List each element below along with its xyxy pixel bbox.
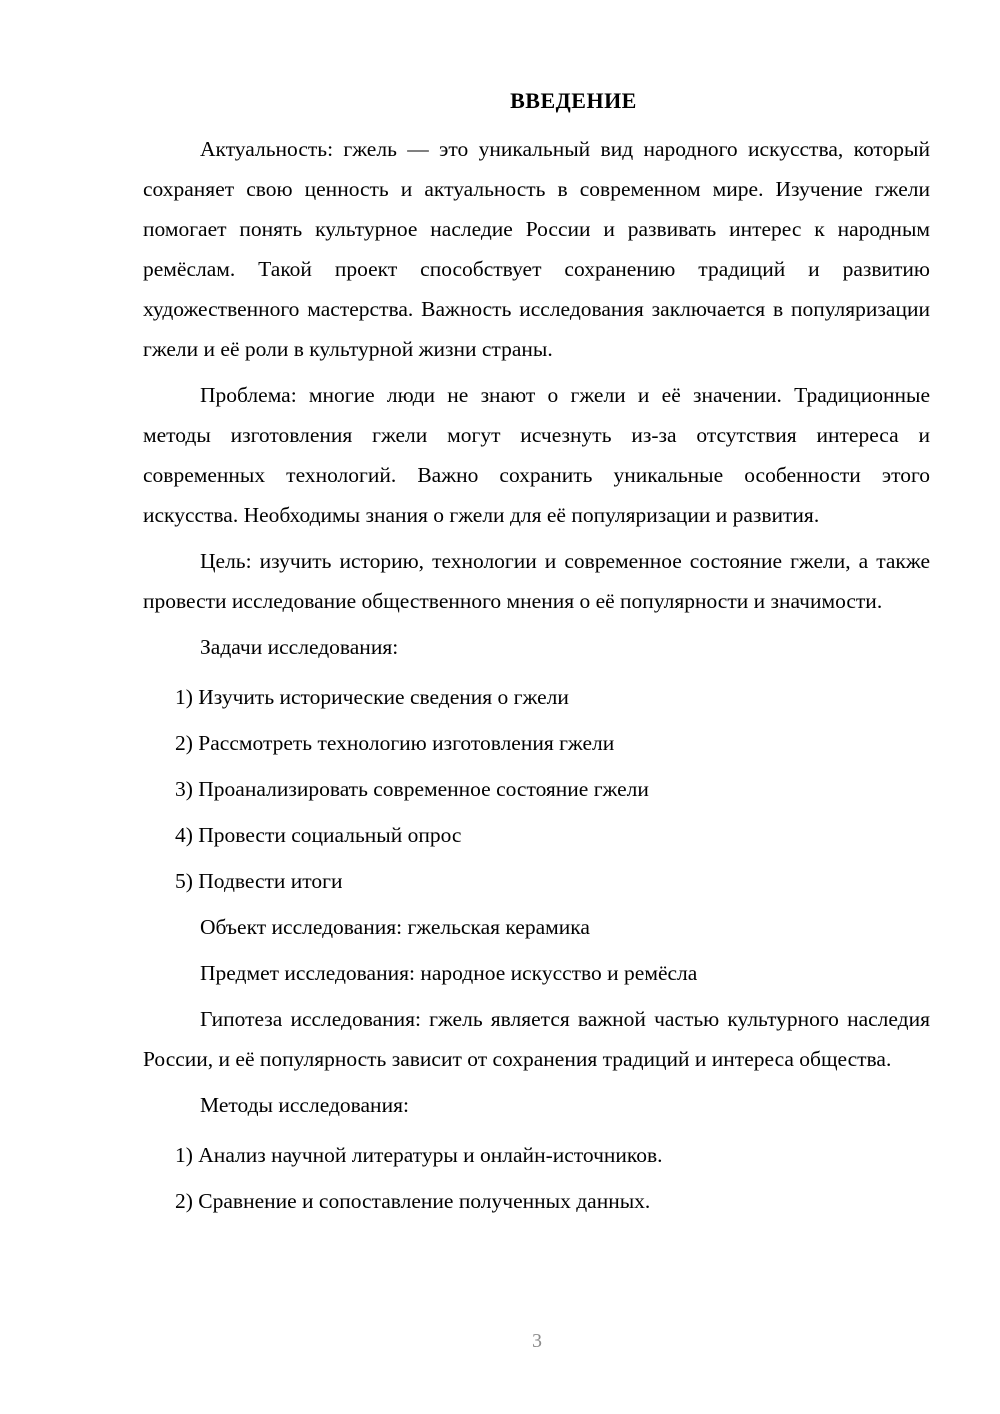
- paragraph-object: Объект исследования: гжельская керамика: [200, 914, 590, 939]
- tasks-list: [143, 677, 930, 901]
- page-title: ВВЕДЕНИЕ: [510, 88, 637, 113]
- heading-methods: Методы исследования:: [200, 1092, 409, 1117]
- paragraph-subject: Предмет исследования: народное искусство и ремёсла: [200, 960, 698, 985]
- paragraph-relevance: Актуальность: гжель — это уникальный вид народного искусства, который сохраняет свою ценность и актуальность в современном мире. Изучение гжели помогает понять культурное наследие России и развивать интерес к народным ремёслам. Такой проект способствует сохранению традиций и развитию художественного мастерства. Важность исследования заключается в популяризации гжели и её роли в культурной жизни страны.: [143, 136, 930, 361]
- heading-tasks: Задачи исследования:: [200, 634, 399, 659]
- list-item: 1) Изучить исторические сведения о гжели: [175, 684, 569, 709]
- list-item: 2) Сравнение и сопоставление полученных данных.: [175, 1188, 651, 1213]
- methods-list: [143, 1135, 930, 1221]
- list-item: 3) Проанализировать современное состояние гжели: [175, 776, 649, 801]
- list-item: 5) Подвести итоги: [175, 868, 343, 893]
- list-item: 2) Рассмотреть технологию изготовления гжели: [175, 730, 615, 755]
- paragraph-hypothesis: Гипотеза исследования: гжель является важной частью культурного наследия России, и её популярность зависит от сохранения традиций и интереса общества.: [143, 1006, 930, 1071]
- list-item: 4) Провести социальный опрос: [175, 822, 462, 847]
- paragraph-goal: Цель: изучить историю, технологии и современное состояние гжели, а также провести исследование общественного мнения о её популярности и значимости.: [143, 548, 930, 613]
- list-item: 1) Анализ научной литературы и онлайн-источников.: [175, 1142, 663, 1167]
- page-content: [143, 86, 930, 1227]
- paragraph-problem: Проблема: многие люди не знают о гжели и её значении. Традиционные методы изготовления гжели могут исчезнуть из-за отсутствия интереса и современных технологий. Важно сохранить уникальные особенности этого искусства. Необходимы знания о гжели для её популяризации и развития.: [143, 382, 930, 527]
- page-number: 3: [532, 1330, 542, 1352]
